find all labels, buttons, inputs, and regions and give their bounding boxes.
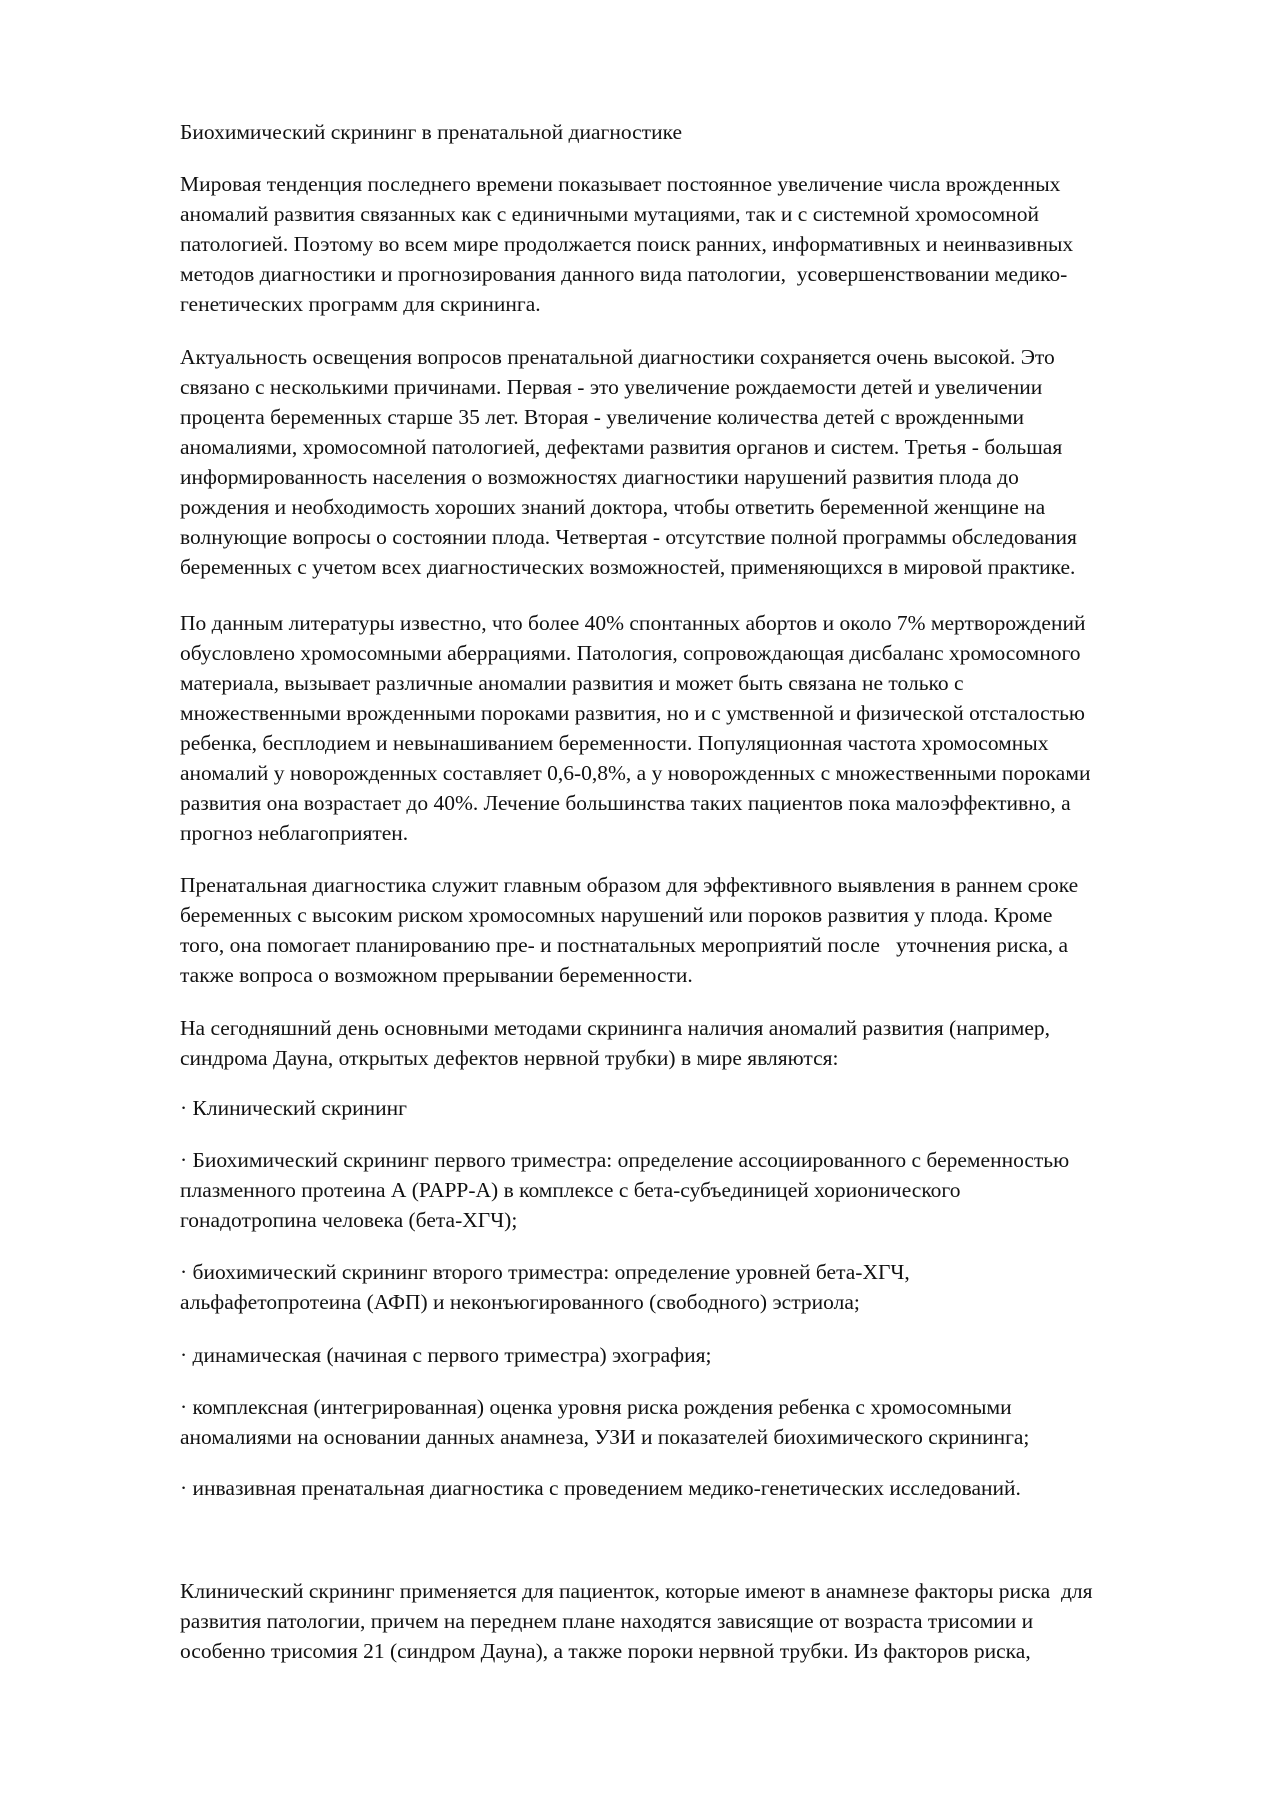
text-line: также вопроса о возможном прерывании беременности. <box>180 963 693 987</box>
bullet-clinical-screening <box>180 1093 407 1123</box>
text-line: · Клинический скрининг <box>180 1096 407 1120</box>
text-line: По данным литературы известно, что более 40% спонтанных абортов и около 7% мертворождений <box>180 611 1086 635</box>
text-line: аномалий у новорожденных составляет 0,6-0,8%, а у новорожденных с множественными пороками <box>180 761 1091 785</box>
text-line: обусловлено хромосомными аберрациями. Патология, сопровождающая дисбаланс хромосомного <box>180 641 1081 665</box>
text-line: Пренатальная диагностика служит главным образом для эффективного выявления в раннем сроке <box>180 873 1079 897</box>
clinical-screening-paragraph <box>180 1576 1093 1666</box>
bullet-first-trimester <box>180 1145 1069 1235</box>
text-line: информированность населения о возможностях диагностики нарушений развития плода до <box>180 465 1019 489</box>
text-line: · динамическая (начиная с первого триместра) эхография; <box>180 1343 712 1367</box>
text-line: волнующие вопросы о состоянии плода. Четвертая - отсутствие полной программы обследования <box>180 525 1077 549</box>
text-line: процента беременных старше 35 лет. Вторая - увеличение количества детей с врожденными <box>180 405 1025 429</box>
text-line: беременных с высоким риском хромосомных нарушений или пороков развития у плода. Кроме <box>180 903 1053 927</box>
text-line: генетических программ для скрининга. <box>180 292 541 316</box>
text-line: · инвазивная пренатальная диагностика с проведением медико-генетических исследований. <box>180 1476 1021 1500</box>
text-line: рождения и необходимость хороших знаний доктора, чтобы ответить беременной женщине на <box>180 495 1046 519</box>
text-line: аномалиями, хромосомной патологией, дефектами развития органов и систем. Третья - большая <box>180 435 1063 459</box>
intro-paragraph <box>180 169 1073 319</box>
bullet-integrated-risk <box>180 1392 1029 1452</box>
text-line: развития патологии, причем на переднем плане находятся зависящие от возраста трисомии и <box>180 1609 1034 1633</box>
text-line: особенно трисомия 21 (синдром Дауна), а также пороки нервной трубки. Из факторов риска, <box>180 1639 1031 1663</box>
text-line: материала, вызывает различные аномалии развития и может быть связана не только с <box>180 671 964 695</box>
text-line: Мировая тенденция последнего времени показывает постоянное увеличение числа врожденных <box>180 172 1061 196</box>
bullet-invasive-diagnosis <box>180 1473 1021 1503</box>
relevance-paragraph <box>180 342 1077 582</box>
text-line: Клинический скрининг применяется для пациенток, которые имеют в анамнезе факторы риска для <box>180 1579 1093 1603</box>
text-line: Актуальность освещения вопросов пренатальной диагностики сохраняется очень высокой. Это <box>180 345 1055 369</box>
text-line: плазменного протеина А (PAPP-A) в комплексе с бета-субъединицей хорионического <box>180 1178 961 1202</box>
text-line: патологией. Поэтому во всем мире продолжается поиск ранних, информативных и неинвазивных <box>180 232 1074 256</box>
text-line: множественными врожденными пороками развития, но и с умственной и физической отсталостью <box>180 701 1085 725</box>
text-line: · комплексная (интегрированная) оценка уровня риска рождения ребенка с хромосомными <box>180 1395 1012 1419</box>
bullet-echography <box>180 1340 711 1370</box>
document-title <box>180 117 682 147</box>
text-line: связано с несколькими причинами. Первая - это увеличение рождаемости детей и увеличении <box>180 375 1043 399</box>
text-line: ребенка, бесплодием и невынашиванием беременности. Популяционная частота хромосомных <box>180 731 1049 755</box>
prenatal-diagnosis-paragraph <box>180 870 1078 990</box>
text-line: прогноз неблагоприятен. <box>180 821 409 845</box>
text-line: · биохимический скрининг второго триместра: определение уровней бета-ХГЧ, <box>180 1260 910 1284</box>
statistics-paragraph <box>180 608 1090 848</box>
bullet-second-trimester <box>180 1257 910 1317</box>
screening-methods-paragraph <box>180 1013 1050 1073</box>
text-line: методов диагностики и прогнозирования данного вида патологии, усовершенствовании медико- <box>180 262 1068 286</box>
text-line: На сегодняшний день основными методами скрининга наличия аномалий развития (например, <box>180 1016 1051 1040</box>
text-line: аномалий развития связанных как с единичными мутациями, так и с системной хромосомной <box>180 202 1039 226</box>
text-line: беременных с учетом всех диагностических возможностей, применяющихся в мировой практике. <box>180 555 1076 579</box>
text-line: того, она помогает планированию пре- и постнатальных мероприятий после уточнения риска, а <box>180 933 1069 957</box>
text-line: развития она возрастает до 40%. Лечение большинства таких пациентов пока малоэффективно, а <box>180 791 1071 815</box>
text-line: синдрома Дауна, открытых дефектов нервной трубки) в мире являются: <box>180 1046 839 1070</box>
text-line: гонадотропина человека (бета-ХГЧ); <box>180 1208 518 1232</box>
text-line: · Биохимический скрининг первого триместра: определение ассоциированного с беременностью <box>180 1148 1070 1172</box>
text-line: аномалиями на основании данных анамнеза, УЗИ и показателей биохимического скрининга; <box>180 1425 1030 1449</box>
title-text: Биохимический скрининг в пренатальной диагностике <box>180 120 683 144</box>
text-line: альфафетопротеина (АФП) и неконъюгированного (свободного) эстриола; <box>180 1290 860 1314</box>
